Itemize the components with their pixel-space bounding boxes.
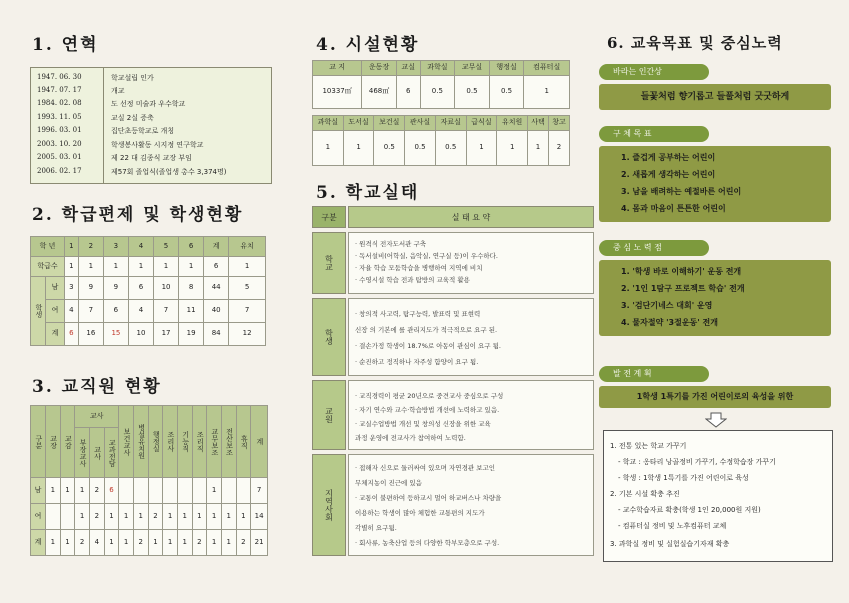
staff-cell: 1 bbox=[119, 530, 134, 556]
history-event: 개교 bbox=[111, 87, 125, 95]
facility-header: 자료실 bbox=[435, 116, 466, 131]
student-cell: 10 bbox=[154, 277, 179, 300]
facility-table-2 bbox=[312, 115, 570, 166]
staff-cell: 1 bbox=[207, 504, 222, 530]
facility-cell: 2 bbox=[548, 131, 569, 166]
staff-cell: 2 bbox=[236, 530, 251, 556]
facility-header: 유치원 bbox=[497, 116, 528, 131]
status-cat-label: 학교 bbox=[324, 255, 334, 271]
facility-cell: 0.5 bbox=[405, 131, 436, 166]
history-event: 제57회 졸업식(졸업생 총수 3,374명) bbox=[111, 168, 227, 176]
focus-item: 2. '1인 1탐구 프로젝트 학습' 전개 bbox=[621, 284, 745, 293]
history-date: 2003. 10. 20 bbox=[37, 140, 82, 148]
school-status-table bbox=[312, 206, 574, 562]
focus-box bbox=[599, 260, 831, 336]
facility-header: 창고 bbox=[548, 116, 569, 131]
staff-header: 보건교사 bbox=[119, 406, 134, 478]
student-cell: 9 bbox=[103, 277, 128, 300]
facility-cell: 468㎡ bbox=[362, 76, 397, 109]
staff-cell: 1 bbox=[104, 530, 119, 556]
status-head-right: 실 태 요 약 bbox=[348, 206, 594, 228]
goal-item: 4. 몸과 마음이 튼튼한 어린이 bbox=[621, 204, 726, 213]
facility-table-1 bbox=[312, 60, 570, 109]
student-cell: 7 bbox=[78, 300, 103, 323]
student-cell: 9 bbox=[78, 277, 103, 300]
status-line: · 자기 연수와 교수·학습방법 개선에 노력하고 있음. bbox=[355, 406, 500, 414]
goals-title: 6. 교육목표 및 중심노력 bbox=[607, 34, 783, 52]
facility-cell: 1 bbox=[524, 76, 570, 109]
student-cell: 12 bbox=[229, 323, 266, 346]
staff-header: 교장 bbox=[46, 406, 61, 478]
status-cat-label: 지역사회 bbox=[324, 489, 334, 521]
staff-cell: 6 bbox=[104, 478, 119, 504]
staff-header: 행정실 bbox=[148, 406, 163, 478]
student-row-label: 남 bbox=[46, 277, 65, 300]
plan-line: 1. 전통 있는 학교 가꾸기 bbox=[610, 442, 687, 450]
status-line: 무체지농이 진근에 있음 bbox=[355, 479, 422, 487]
student-cell: 3 bbox=[65, 277, 79, 300]
staff-cell: 1 bbox=[46, 530, 61, 556]
staff-cell: 1 bbox=[148, 530, 163, 556]
staff-cell: 1 bbox=[75, 478, 90, 504]
status-body bbox=[348, 298, 594, 376]
ideal-banner: 바라는 인간상 bbox=[599, 64, 709, 80]
focus-item: 1. '학생 바로 이해하기' 운동 전개 bbox=[621, 267, 742, 276]
status-body bbox=[348, 232, 594, 294]
student-cell: 10 bbox=[128, 323, 153, 346]
staff-row-label: 남 bbox=[31, 478, 46, 504]
staff-cell: 2 bbox=[148, 504, 163, 530]
goals-box bbox=[599, 146, 831, 222]
plan-line: - 교수학습자료 확충(학생 1인 20,000원 지원) bbox=[618, 506, 761, 514]
school-status-title: 5. 학교실태 bbox=[316, 183, 420, 203]
column-left bbox=[0, 0, 285, 603]
staff-cell bbox=[148, 478, 163, 504]
teacher-group-header: 교사 bbox=[75, 406, 119, 428]
student-row-label: 여 bbox=[46, 300, 65, 323]
staff-cell: 1 bbox=[104, 504, 119, 530]
history-date: 2006. 02. 17 bbox=[37, 167, 82, 175]
classes-cell: 1 bbox=[65, 257, 79, 277]
goals-banner: 구 체 목 표 bbox=[599, 126, 709, 142]
staff-cell bbox=[221, 478, 236, 504]
staff-cell: 1 bbox=[119, 504, 134, 530]
focus-banner: 중 심 노 력 점 bbox=[599, 240, 709, 256]
staff-cell bbox=[163, 478, 178, 504]
grade-header: 학 년 bbox=[31, 237, 65, 257]
grade-header: 3 bbox=[103, 237, 128, 257]
staff-cell: 21 bbox=[251, 530, 268, 556]
history-date: 1984. 02. 08 bbox=[37, 99, 82, 107]
status-cat-label: 학생 bbox=[324, 329, 334, 345]
goal-item: 1. 즐겁게 공부하는 어린이 bbox=[621, 153, 716, 162]
status-line: · 창의적 사고력, 탐구능력, 발표력 및 표현력 bbox=[355, 310, 481, 318]
grade-header: 6 bbox=[179, 237, 204, 257]
staff-cell: 1 bbox=[60, 478, 75, 504]
staff-cell: 1 bbox=[46, 478, 61, 504]
staff-status-table bbox=[30, 405, 268, 556]
classes-cell: 1 bbox=[179, 257, 204, 277]
staff-cell: 2 bbox=[133, 530, 148, 556]
plan-line: - 컴퓨터실 정비 및 노후컴퓨터 교체 bbox=[618, 522, 727, 530]
history-event: 학교설립 인가 bbox=[111, 74, 154, 82]
facility-title: 4. 시설현황 bbox=[316, 35, 420, 55]
staff-cell bbox=[133, 478, 148, 504]
facility-header: 과학실 bbox=[420, 61, 455, 76]
staff-header: 기능직 bbox=[177, 406, 192, 478]
classes-cell: 1 bbox=[128, 257, 153, 277]
classes-cell: 1 bbox=[78, 257, 103, 277]
history-event: 학생봉사활동 시지정 연구학교 bbox=[111, 141, 204, 149]
status-cat bbox=[312, 298, 346, 376]
facility-cell: 0.5 bbox=[374, 131, 405, 166]
status-line: · 독서설비(어학실, 음악실, 연구실 등)이 우수하다. bbox=[355, 252, 498, 260]
status-line: · 결손가정 학생이 18.7%로 아동이 관심이 요구 됨. bbox=[355, 342, 501, 350]
staff-corner-top: 구분 bbox=[31, 406, 46, 478]
student-cell: 11 bbox=[179, 300, 204, 323]
student-group-label: 학생 bbox=[31, 277, 46, 346]
plan-line: 2. 기본 시설 확충 추진 bbox=[610, 490, 680, 498]
staff-cell: 1 bbox=[221, 530, 236, 556]
focus-item: 4. 물자절약 '3절운동' 전개 bbox=[621, 318, 718, 327]
facility-header: 교 지 bbox=[313, 61, 362, 76]
class-status-title: 2. 학급편제 및 학생현황 bbox=[32, 205, 244, 225]
staff-cell: 1 bbox=[133, 504, 148, 530]
status-cat bbox=[312, 232, 346, 294]
grade-header: 5 bbox=[154, 237, 179, 257]
status-line: · 수영시설 학습 전과 탐방의 교육적 활용 bbox=[355, 276, 470, 284]
staff-cell: 1 bbox=[60, 530, 75, 556]
facility-cell: 1 bbox=[343, 131, 374, 166]
staff-cell: 1 bbox=[192, 504, 207, 530]
grade-header: 2 bbox=[78, 237, 103, 257]
status-line: · 교직경력이 평균 20년으로 중견교사 중심으로 구성 bbox=[355, 392, 504, 400]
staff-row-label: 계 bbox=[31, 530, 46, 556]
staff-header: 계 bbox=[251, 406, 268, 478]
facility-header: 교무실 bbox=[455, 61, 490, 76]
staff-cell bbox=[192, 478, 207, 504]
student-cell: 17 bbox=[154, 323, 179, 346]
student-cell: 15 bbox=[103, 323, 128, 346]
student-cell: 40 bbox=[204, 300, 229, 323]
staff-cell: 1 bbox=[163, 504, 178, 530]
history-box bbox=[30, 67, 272, 184]
classes-cell: 1 bbox=[229, 257, 266, 277]
history-title: 1. 연혁 bbox=[32, 35, 99, 55]
history-date: 1947. 07. 17 bbox=[37, 86, 82, 94]
staff-cell: 1 bbox=[163, 530, 178, 556]
staff-header: 교무보조 bbox=[207, 406, 222, 478]
staff-cell: 1 bbox=[207, 530, 222, 556]
student-cell: 4 bbox=[65, 300, 79, 323]
staff-header: 휴직 bbox=[236, 406, 251, 478]
status-line: · 접해자 신으로 둘러싸여 있으며 자연경관 보고인 bbox=[355, 464, 496, 472]
staff-header: 부장교사 bbox=[75, 428, 90, 478]
classes-cell: 6 bbox=[204, 257, 229, 277]
history-date: 1996. 03. 01 bbox=[37, 126, 82, 134]
facility-cell: 6 bbox=[396, 76, 420, 109]
status-cat-label: 교원 bbox=[324, 407, 334, 423]
student-cell: 6 bbox=[65, 323, 79, 346]
staff-cell bbox=[236, 478, 251, 504]
staff-header: 교사 bbox=[89, 428, 104, 478]
staff-row-label: 여 bbox=[31, 504, 46, 530]
status-line: 이용하는 학생이 많아 체험한 교통편의 지도가 bbox=[355, 509, 485, 517]
facility-cell: 1 bbox=[528, 131, 549, 166]
staff-cell: 1 bbox=[236, 504, 251, 530]
student-cell: 4 bbox=[128, 300, 153, 323]
facility-cell: 1 bbox=[466, 131, 497, 166]
classes-label: 학급수 bbox=[31, 257, 65, 277]
status-line: · 교실수업방법 개선 및 창의성 신장을 위한 교육 bbox=[355, 420, 491, 428]
class-status-table bbox=[30, 236, 266, 346]
status-cat bbox=[312, 380, 346, 450]
status-line: · 자율 학습 모둠학습을 병행하여 지역에 비치 bbox=[355, 264, 483, 272]
staff-cell: 1 bbox=[177, 530, 192, 556]
history-date: 1993. 11. 05 bbox=[37, 113, 82, 121]
staff-header: 조리사 bbox=[163, 406, 178, 478]
history-date: 2005. 03. 01 bbox=[37, 153, 82, 161]
grade-header: 유치 bbox=[229, 237, 266, 257]
plan-line: - 학생 : 1학생 1특기를 가진 어린이로 육성 bbox=[618, 474, 749, 482]
status-line: · 회사류, 농축산업 등의 다양한 학부모층으로 구성. bbox=[355, 539, 500, 547]
staff-cell bbox=[177, 478, 192, 504]
staff-cell: 7 bbox=[251, 478, 268, 504]
staff-cell bbox=[119, 478, 134, 504]
status-line: 각별히 요구됨. bbox=[355, 524, 397, 532]
status-line: 과정 운영에 전교사가 참여하여 노력함. bbox=[355, 434, 466, 442]
column-middle bbox=[290, 0, 580, 603]
status-body bbox=[348, 380, 594, 450]
student-cell: 5 bbox=[229, 277, 266, 300]
staff-cell: 2 bbox=[75, 530, 90, 556]
history-event: 교실 2실 증축 bbox=[111, 114, 154, 122]
staff-cell: 2 bbox=[89, 478, 104, 504]
staff-cell: 1 bbox=[221, 504, 236, 530]
facility-header: 행정실 bbox=[489, 61, 524, 76]
staff-header: 병설유치원 bbox=[133, 406, 148, 478]
facility-cell: 1 bbox=[313, 131, 344, 166]
student-cell: 44 bbox=[204, 277, 229, 300]
student-cell: 6 bbox=[128, 277, 153, 300]
status-line: 신장 의 기본에 를 관리지도가 적극적으로 요구 된. bbox=[355, 326, 498, 334]
goal-item: 2. 새롭게 생각하는 어린이 bbox=[621, 170, 716, 179]
ideal-box: 들꽃처럼 향기롭고 들풀처럼 굿굿하게 bbox=[599, 84, 831, 110]
staff-cell: 4 bbox=[89, 530, 104, 556]
facility-header: 관사실 bbox=[405, 116, 436, 131]
grade-header: 4 bbox=[128, 237, 153, 257]
staff-cell: 1 bbox=[207, 478, 222, 504]
staff-cell: 14 bbox=[251, 504, 268, 530]
staff-header: 교과전담 bbox=[104, 428, 119, 478]
grade-header: 1 bbox=[65, 237, 79, 257]
student-cell: 19 bbox=[179, 323, 204, 346]
goal-item: 3. 남을 배려하는 예절바른 어린이 bbox=[621, 187, 742, 196]
facility-header: 컴퓨터실 bbox=[524, 61, 570, 76]
facility-cell: 0.5 bbox=[435, 131, 466, 166]
status-head-left: 구분 bbox=[312, 206, 346, 228]
status-cat bbox=[312, 454, 346, 556]
facility-header: 교실 bbox=[396, 61, 420, 76]
facility-header: 운동장 bbox=[362, 61, 397, 76]
plans-box bbox=[603, 430, 833, 562]
plan-line: 3. 과학실 정비 및 실험실습기자재 확충 bbox=[610, 540, 730, 548]
plan-box: 1학생 1특기를 가진 어린이로의 육성을 위한 bbox=[599, 386, 831, 408]
facility-header: 도서실 bbox=[343, 116, 374, 131]
facility-header: 사택 bbox=[528, 116, 549, 131]
facility-cell: 0.5 bbox=[455, 76, 490, 109]
facility-header: 급식실 bbox=[466, 116, 497, 131]
history-event: 제 22 대 김종식 교장 부임 bbox=[111, 154, 192, 162]
focus-item: 3. '검단기네스 대회' 운영 bbox=[621, 301, 713, 310]
plan-line: - 학교 : 옹타리 낭골정비 가꾸기, 수정학습장 가꾸기 bbox=[618, 458, 776, 466]
staff-cell bbox=[46, 504, 61, 530]
staff-status-title: 3. 교직원 현황 bbox=[32, 377, 162, 397]
staff-header: 전산보조 bbox=[221, 406, 236, 478]
staff-cell bbox=[60, 504, 75, 530]
facility-cell: 0.5 bbox=[420, 76, 455, 109]
classes-cell: 1 bbox=[103, 257, 128, 277]
staff-cell: 2 bbox=[89, 504, 104, 530]
staff-cell: 1 bbox=[75, 504, 90, 530]
staff-header: 조리직 bbox=[192, 406, 207, 478]
student-cell: 7 bbox=[229, 300, 266, 323]
history-event: 집단초등학교로 개칭 bbox=[111, 127, 175, 135]
student-row-label: 계 bbox=[46, 323, 65, 346]
status-line: · 원격식 전자도서관 구축 bbox=[355, 240, 427, 248]
facility-header: 보건실 bbox=[374, 116, 405, 131]
facility-cell: 0.5 bbox=[489, 76, 524, 109]
status-line: · 교통이 불편하여 등하교시 멀어 하교버스나 차량을 bbox=[355, 494, 502, 502]
facility-cell: 10337㎡ bbox=[313, 76, 362, 109]
plan-banner: 발 전 계 획 bbox=[599, 366, 709, 382]
grade-header: 계 bbox=[204, 237, 229, 257]
student-cell: 6 bbox=[103, 300, 128, 323]
staff-cell: 2 bbox=[192, 530, 207, 556]
student-cell: 84 bbox=[204, 323, 229, 346]
history-date: 1947. 06. 30 bbox=[37, 73, 82, 81]
staff-header: 교감 bbox=[60, 406, 75, 478]
staff-cell: 1 bbox=[177, 504, 192, 530]
classes-cell: 1 bbox=[154, 257, 179, 277]
student-cell: 16 bbox=[78, 323, 103, 346]
status-line: · 순진하고 정직하나 자주성 함양이 요구 됨. bbox=[355, 358, 479, 366]
history-event: 도 선정 미술과 우수학교 bbox=[111, 100, 186, 108]
down-arrow-icon bbox=[705, 412, 727, 428]
student-cell: 7 bbox=[154, 300, 179, 323]
student-cell: 8 bbox=[179, 277, 204, 300]
facility-header: 과학실 bbox=[313, 116, 344, 131]
column-right bbox=[585, 0, 849, 603]
facility-cell: 1 bbox=[497, 131, 528, 166]
status-body bbox=[348, 454, 594, 556]
